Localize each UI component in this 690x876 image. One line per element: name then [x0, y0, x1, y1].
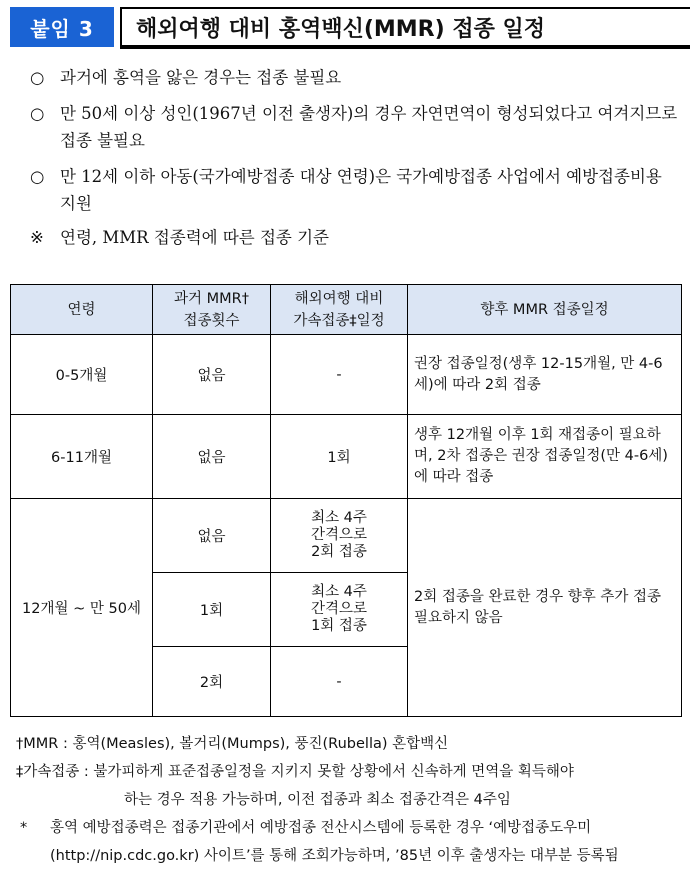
mmr-schedule-table — [10, 284, 682, 717]
cell-travel: 1회 — [271, 415, 408, 499]
footnotes — [16, 730, 686, 870]
table-row — [11, 335, 682, 415]
circle-bullet-icon: ○ — [30, 167, 45, 186]
footnote-accel-line1: ‡가속접종 : 불가피하게 표준접종일정을 지키지 못할 상황에서 신속하게 면역을 획득해야 — [16, 764, 574, 780]
travel-line: 최소 4주 — [311, 510, 367, 526]
circle-bullet-icon: ○ — [30, 104, 45, 123]
cell-age: 0-5개월 — [11, 335, 153, 415]
footnote-star-line2: (http://nip.cdc.go.kr) 사이트’를 통해 조회가능하며, ’85년 이후 출생자는 대부분 등록됨 — [50, 848, 619, 864]
cell-future: 생후 12개월 이후 1회 재접종이 필요하며, 2차 접종은 권장 접종일정(만 4-6세)에 따라 접종 — [408, 415, 682, 499]
cell-past: 없음 — [153, 335, 271, 415]
bullet-text: 과거에 홍역을 앓은 경우는 접종 불필요 — [60, 68, 342, 87]
circle-bullet-icon: ○ — [30, 68, 45, 87]
cell-future: 권장 접종일정(생후 12-15개월, 만 4-6세)에 따라 2회 접종 — [408, 335, 682, 415]
travel-line: 최소 4주 — [311, 584, 367, 600]
footnote-star — [16, 814, 686, 842]
bullet-item — [30, 100, 680, 154]
cell-travel: - — [271, 647, 408, 717]
cell-travel: - — [271, 335, 408, 415]
header-travel-schedule — [271, 285, 408, 335]
footnote-star-line1: 홍역 예방접종력은 접종기관에서 예방접종 전산시스템에 등록한 경우 ‘예방접종도우미 — [50, 820, 592, 836]
bullet-text: 만 50세 이상 성인(1967년 이전 출생자)의 경우 자연면역이 형성되었다고 여겨지므로 접종 불필요 — [60, 104, 678, 150]
cell-past: 없음 — [153, 415, 271, 499]
cell-past: 없음 — [153, 499, 271, 573]
bullet-item — [30, 163, 680, 217]
travel-line: 간격으로 — [310, 527, 368, 543]
header-past-doses — [153, 285, 271, 335]
bullet-list — [30, 64, 680, 260]
page-header — [10, 7, 680, 47]
header-travel-line1: 해외여행 대비 — [294, 290, 384, 307]
header-travel-line2: 가속접종‡일정 — [293, 312, 385, 329]
table-row — [11, 415, 682, 499]
header-past-line2: 접종횟수 — [183, 312, 240, 329]
cell-travel — [271, 573, 408, 647]
travel-line: 1회 접종 — [311, 618, 367, 634]
table-header-row — [11, 285, 682, 335]
note-text: 연령, MMR 접종력에 따른 접종 기준 — [60, 228, 329, 247]
cell-age: 12개월 ~ 만 50세 — [11, 499, 153, 717]
document-title: 해외여행 대비 홍역백신(MMR) 접종 일정 — [120, 7, 690, 49]
bullet-text: 만 12세 이하 아동(국가예방접종 대상 연령)은 국가예방접종 사업에서 예방접종비용 지원 — [60, 167, 662, 213]
table-row — [11, 499, 682, 573]
header-age: 연령 — [11, 285, 153, 335]
cell-travel — [271, 499, 408, 573]
bullet-item — [30, 64, 680, 91]
cell-future: 2회 접종을 완료한 경우 향후 추가 접종 필요하지 않음 — [408, 499, 682, 717]
cell-past: 1회 — [153, 573, 271, 647]
footnote-mmr: †MMR : 홍역(Measles), 볼거리(Mumps), 풍진(Rubella) 혼합백신 — [16, 736, 449, 752]
travel-line: 간격으로 — [310, 601, 368, 617]
asterisk-icon: * — [20, 820, 28, 836]
travel-line: 2회 접종 — [311, 544, 367, 560]
attachment-badge: 붙임 3 — [10, 7, 114, 47]
note-item — [30, 224, 680, 251]
reference-mark-icon: ※ — [30, 228, 44, 247]
cell-age: 6-11개월 — [11, 415, 153, 499]
header-past-line1: 과거 MMR† — [174, 290, 249, 307]
footnote-accel-line2: 하는 경우 적용 가능하며, 이전 접종과 최소 접종간격은 4주임 — [124, 792, 511, 808]
cell-past: 2회 — [153, 647, 271, 717]
header-future-schedule: 향후 MMR 접종일정 — [408, 285, 682, 335]
